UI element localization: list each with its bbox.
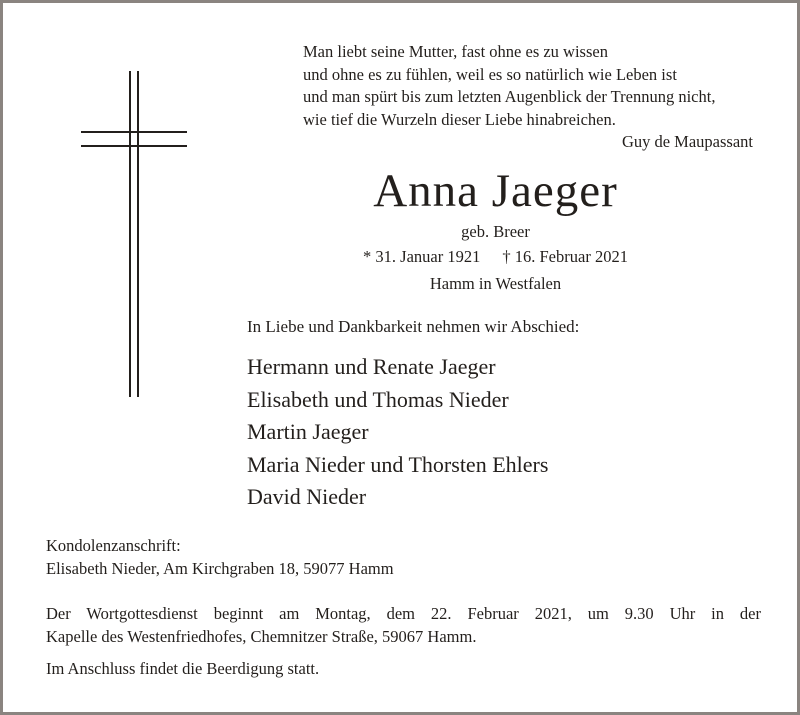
service-line: Der Wortgottesdienst beginnt am Montag, dem 22. Februar 2021, um 9.30 Uhr in der xyxy=(46,604,761,623)
service-line: Kapelle des Westenfriedhofes, Chemnitzer Straße, 59067 Hamm. xyxy=(46,627,477,646)
birth-date: * 31. Januar 1921 xyxy=(363,247,481,266)
mourners-list xyxy=(247,351,548,514)
burial-notice: Im Anschluss findet die Beerdigung statt. xyxy=(46,659,320,678)
quote-block xyxy=(303,41,773,154)
condolence-label: Kondolenzanschrift: xyxy=(46,536,181,555)
condolence-address-block xyxy=(46,534,394,580)
quote-line: und man spürt bis zum letzten Augenblick der Trennung nicht, xyxy=(303,87,716,106)
mourner-name: David Nieder xyxy=(247,484,367,509)
deceased-name: Anna Jaeger xyxy=(373,165,618,217)
maiden-name: geb. Breer xyxy=(461,222,530,241)
quote-line: und ohne es zu fühlen, weil es so natürlich wie Leben ist xyxy=(303,64,677,84)
service-notice xyxy=(46,602,761,648)
life-dates xyxy=(293,247,698,267)
farewell-intro: In Liebe und Dankbarkeit nehmen wir Abschied: xyxy=(247,317,580,336)
death-date: † 16. Februar 2021 xyxy=(502,247,628,266)
cross-icon xyxy=(79,71,189,401)
quote-author: Guy de Maupassant xyxy=(621,132,753,151)
place: Hamm in Westfalen xyxy=(429,274,562,293)
condolence-address: Elisabeth Nieder, Am Kirchgraben 18, 59077 Hamm xyxy=(46,559,394,578)
quote-line: Man liebt seine Mutter, fast ohne es zu wissen xyxy=(303,42,608,61)
mourner-name: Hermann und Renate Jaeger xyxy=(247,354,496,379)
mourner-name: Martin Jaeger xyxy=(247,419,369,444)
mourner-name: Elisabeth und Thomas Nieder xyxy=(247,386,509,412)
mourner-name: Maria Nieder und Thorsten Ehlers xyxy=(247,451,549,477)
quote-line: wie tief die Wurzeln dieser Liebe hinabreichen. xyxy=(303,109,616,129)
